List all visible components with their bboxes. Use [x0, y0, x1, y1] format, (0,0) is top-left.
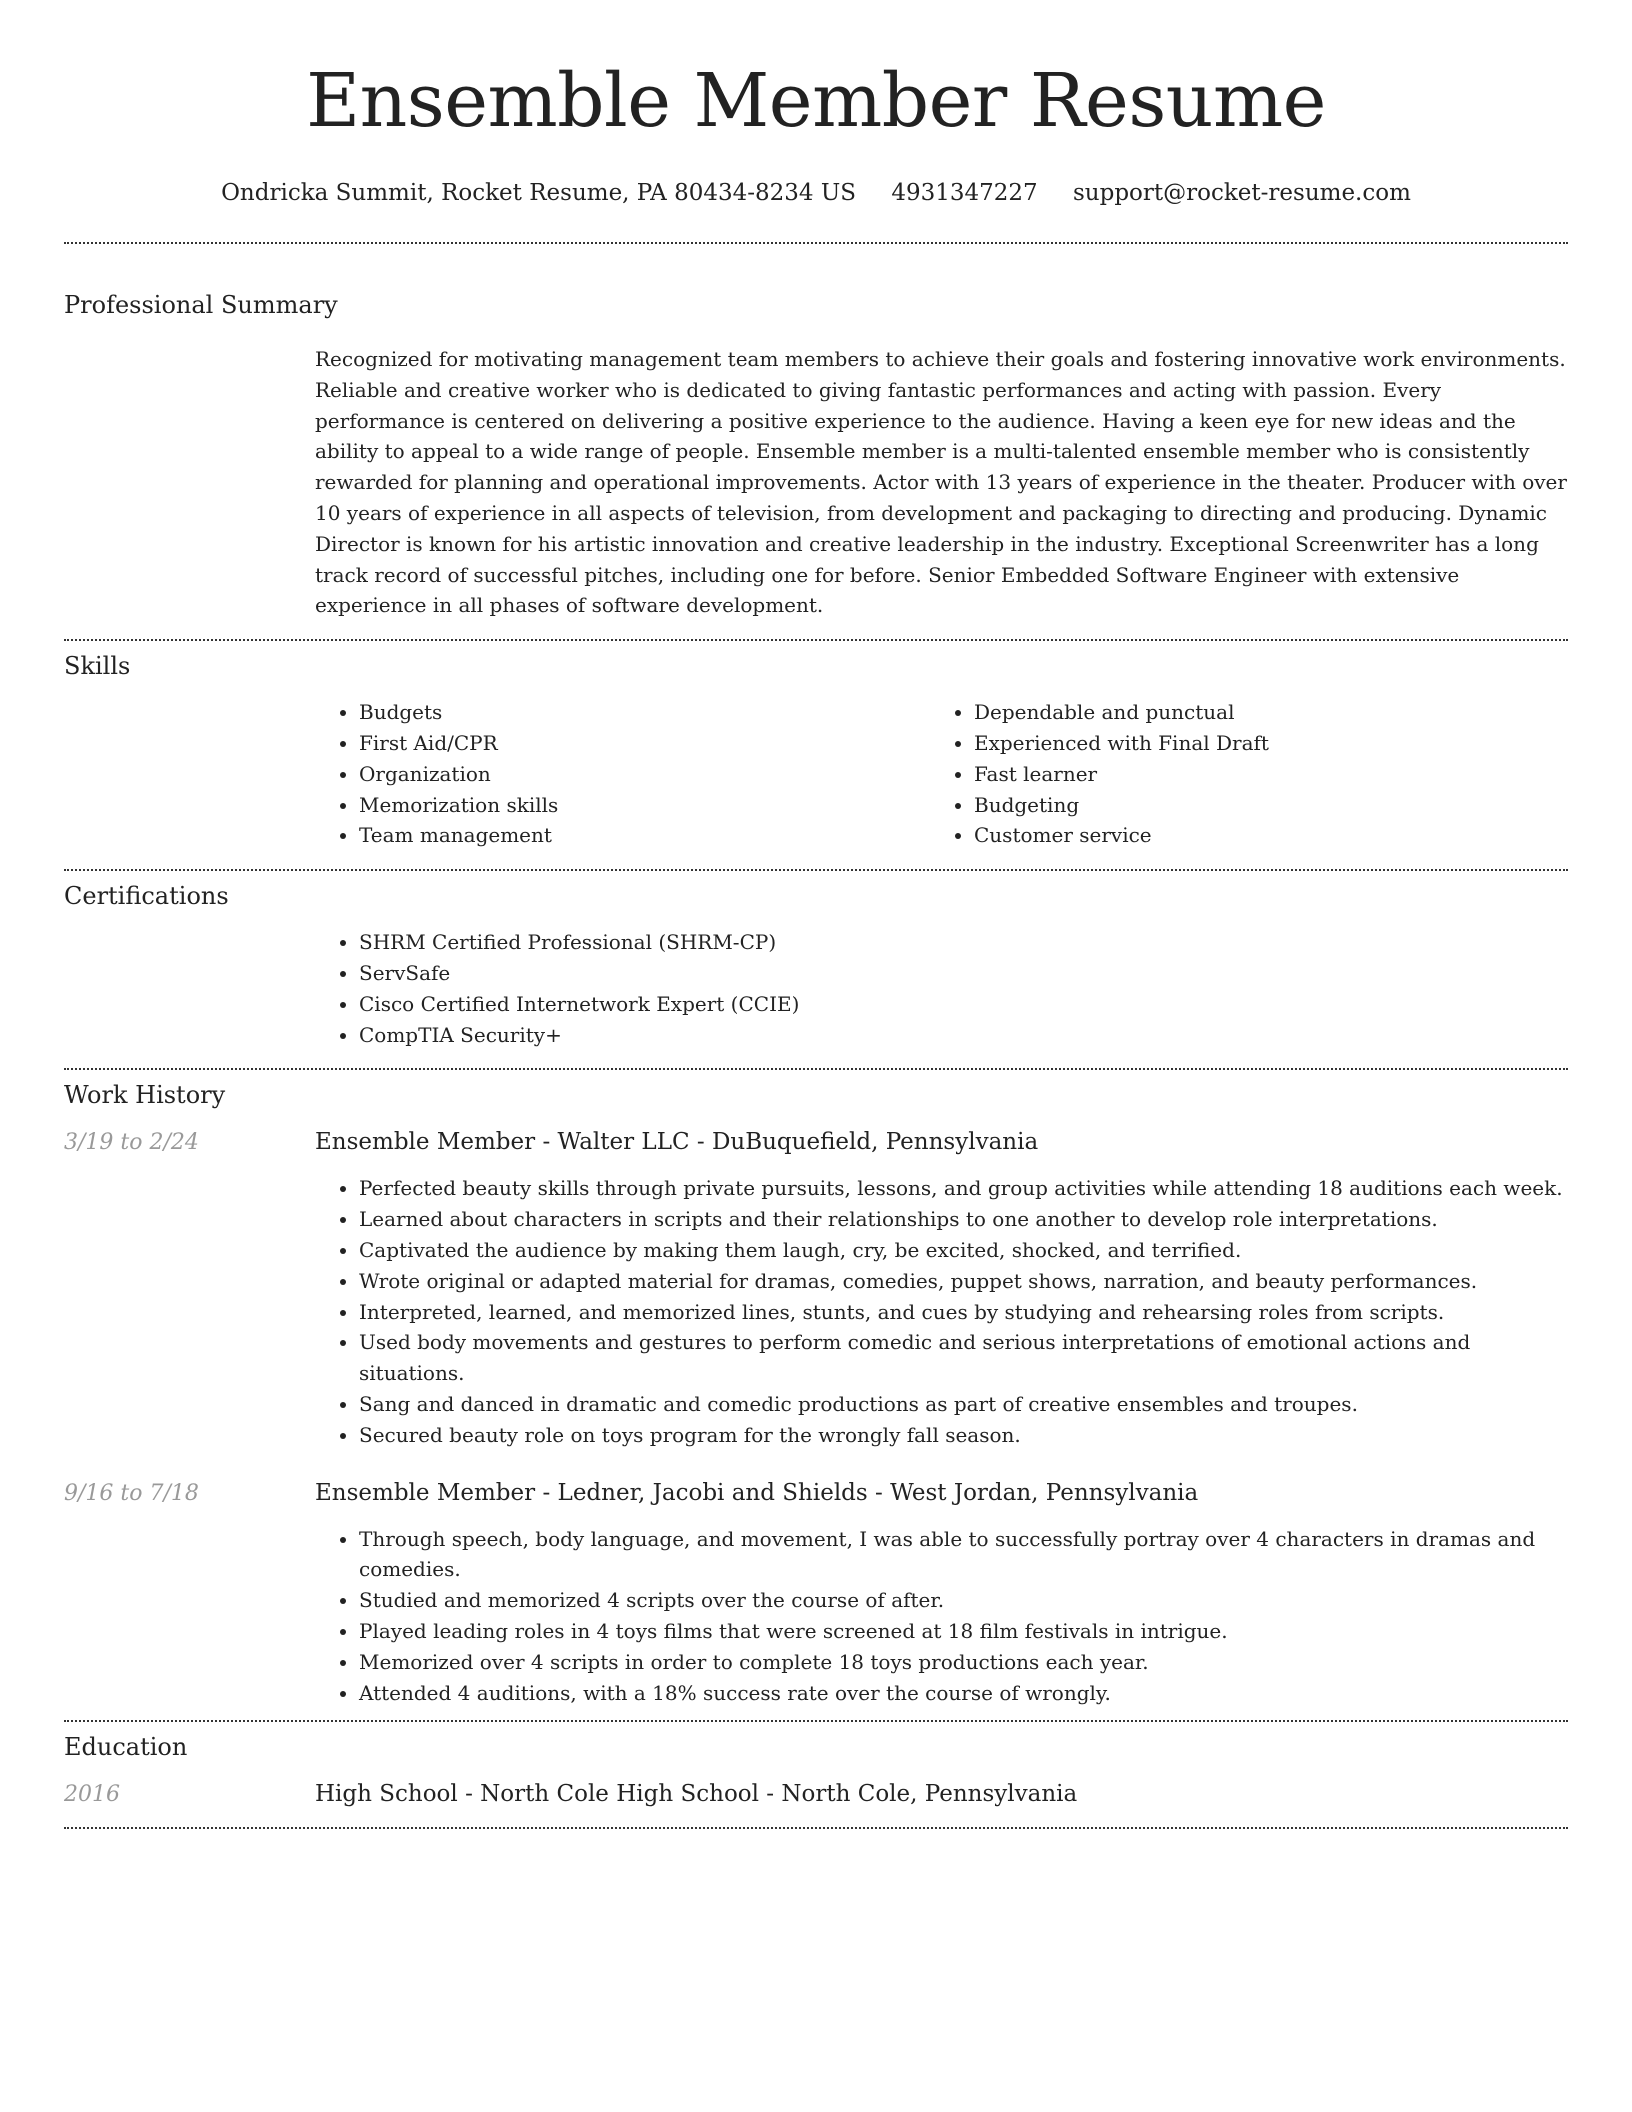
contact-phone: 4931347227: [891, 180, 1038, 206]
job-bullet: • Perfected beauty skills through private pursuits, lessons, and group activities while attending 18 auditions each week.: [359, 1173, 1568, 1204]
job-dates: 3/19 to 2/24: [64, 1130, 199, 1156]
education-school: North Cole High School: [480, 1781, 759, 1808]
separator: -: [457, 1781, 481, 1808]
certifications-list: [315, 927, 1568, 1050]
certification-item: • CompTIA Security+: [359, 1020, 1568, 1051]
job-company: Ledner, Jacobi and Shields: [557, 1479, 868, 1506]
skills-section: [64, 641, 1568, 869]
contact-address: Ondricka Summit, Rocket Resume, PA 80434-8234 US: [221, 180, 857, 206]
job-bullet: • Used body movements and gestures to perform comedic and serious interpretations of emotional actions and situations.: [359, 1327, 1568, 1389]
education-location: North Cole, Pennsylvania: [781, 1781, 1078, 1808]
certification-item: • SHRM Certified Professional (SHRM-CP): [359, 927, 1568, 958]
skill-item: • Dependable and punctual: [974, 697, 1545, 728]
summary-text: Recognized for motivating management team members to achieve their goals and fostering innovative work environments. Reliable and creative worker who is dedicated to giving fantastic performances and acting with passion. Every performance is centered on delivering a positive experience to the audience. Having a keen eye for new ideas and the ability to appeal to a wide range of people. Ensemble member is a multi-talented ensemble member who is consistently rewarded for planning and operational improvements. Actor with 13 years of experience in the theater. Producer with over 10 years of experience in all aspects of television, from development and packaging to directing and producing. Dynamic Director is known for his artistic innovation and creative leadership in the industry. Exceptional Screenwriter has a long track record of successful pitches, including one for before. Senior Embedded Software Engineer with extensive experience in all phases of software development.: [315, 347, 1567, 618]
job-bullet: • Studied and memorized 4 scripts over the course of after.: [359, 1585, 1568, 1616]
certification-item: • ServSafe: [359, 958, 1568, 989]
skills-column-left: [315, 697, 930, 851]
job-title-line: [315, 1124, 1038, 1160]
resume-title: Ensemble Member Resume: [306, 58, 1326, 144]
education-heading: Education: [64, 1733, 188, 1762]
separator: -: [535, 1479, 558, 1506]
job-bullet: • Attended 4 auditions, with a 18% success rate over the course of wrongly.: [359, 1678, 1568, 1709]
skill-item: • Organization: [359, 759, 930, 790]
job-bullet: • Captivated the audience by making them laugh, cry, be excited, shocked, and terrified.: [359, 1235, 1568, 1266]
job-title: Ensemble Member: [315, 1479, 536, 1506]
skills-heading: Skills: [64, 652, 131, 681]
certifications-section: [64, 871, 1568, 1068]
job-bullet: • Learned about characters in scripts and their relationships to one another to develop role interpretations.: [359, 1204, 1568, 1235]
job-bullet: • Interpreted, learned, and memorized lines, stunts, and cues by studying and rehearsing roles from scripts.: [359, 1297, 1568, 1328]
skill-item: • Fast learner: [974, 759, 1545, 790]
job-header: [64, 1475, 1568, 1512]
job-dates: 9/16 to 7/18: [64, 1480, 199, 1506]
job-location: West Jordan, Pennsylvania: [890, 1479, 1199, 1506]
job-company: Walter LLC: [557, 1129, 690, 1156]
contact-line: [64, 178, 1568, 208]
certification-item: • Cisco Certified Internetwork Expert (CCIE): [359, 989, 1568, 1020]
work-history-section: [64, 1070, 1568, 1720]
job-bullet: • Sang and danced in dramatic and comedic productions as part of creative ensembles and troupes.: [359, 1389, 1568, 1420]
summary-section: [64, 244, 1568, 639]
separator: -: [535, 1129, 558, 1156]
skills-column-right: [930, 697, 1545, 851]
job-location: DuBuquefield, Pennsylvania: [711, 1129, 1039, 1156]
skills-grid: [315, 697, 1568, 851]
job-bullets: [315, 1173, 1568, 1450]
work-history-heading: Work History: [64, 1081, 226, 1110]
education-section: [64, 1722, 1568, 1827]
education-entry: [64, 1776, 1568, 1813]
skill-item: • Budgeting: [974, 790, 1545, 821]
education-line: [315, 1776, 1077, 1812]
job-bullets: [315, 1524, 1568, 1709]
summary-heading: Professional Summary: [64, 291, 338, 319]
separator: -: [689, 1129, 712, 1156]
job-entry: [64, 1124, 1568, 1450]
skill-item: • Memorization skills: [359, 790, 930, 821]
skill-item: • Experienced with Final Draft: [974, 728, 1545, 759]
job-header: [64, 1124, 1568, 1161]
contact-email: support@rocket-resume.com: [1072, 180, 1411, 206]
education-year: 2016: [64, 1782, 120, 1808]
separator: -: [867, 1479, 891, 1506]
job-entry: [64, 1475, 1568, 1709]
job-bullet: • Secured beauty role on toys program for the wrongly fall season.: [359, 1420, 1568, 1451]
skill-item: • Customer service: [974, 820, 1545, 851]
job-title: Ensemble Member: [315, 1129, 536, 1156]
certifications-heading: Certifications: [64, 882, 229, 911]
skill-item: • Budgets: [359, 697, 930, 728]
education-degree: High School: [315, 1781, 458, 1808]
job-title-line: [315, 1475, 1198, 1511]
job-bullet: • Memorized over 4 scripts in order to complete 18 toys productions each year.: [359, 1647, 1568, 1678]
job-bullet: • Wrote original or adapted material for dramas, comedies, puppet shows, narration, and beauty performances.: [359, 1266, 1568, 1297]
skill-item: • Team management: [359, 820, 930, 851]
separator: -: [759, 1781, 782, 1808]
job-bullet: • Through speech, body language, and movement, I was able to successfully portray over 4 characters in dramas and comedies.: [359, 1524, 1568, 1586]
job-bullet: • Played leading roles in 4 toys films that were screened at 18 film festivals in intrigue.: [359, 1616, 1568, 1647]
divider: [64, 1827, 1568, 1829]
skill-item: • First Aid/CPR: [359, 728, 930, 759]
